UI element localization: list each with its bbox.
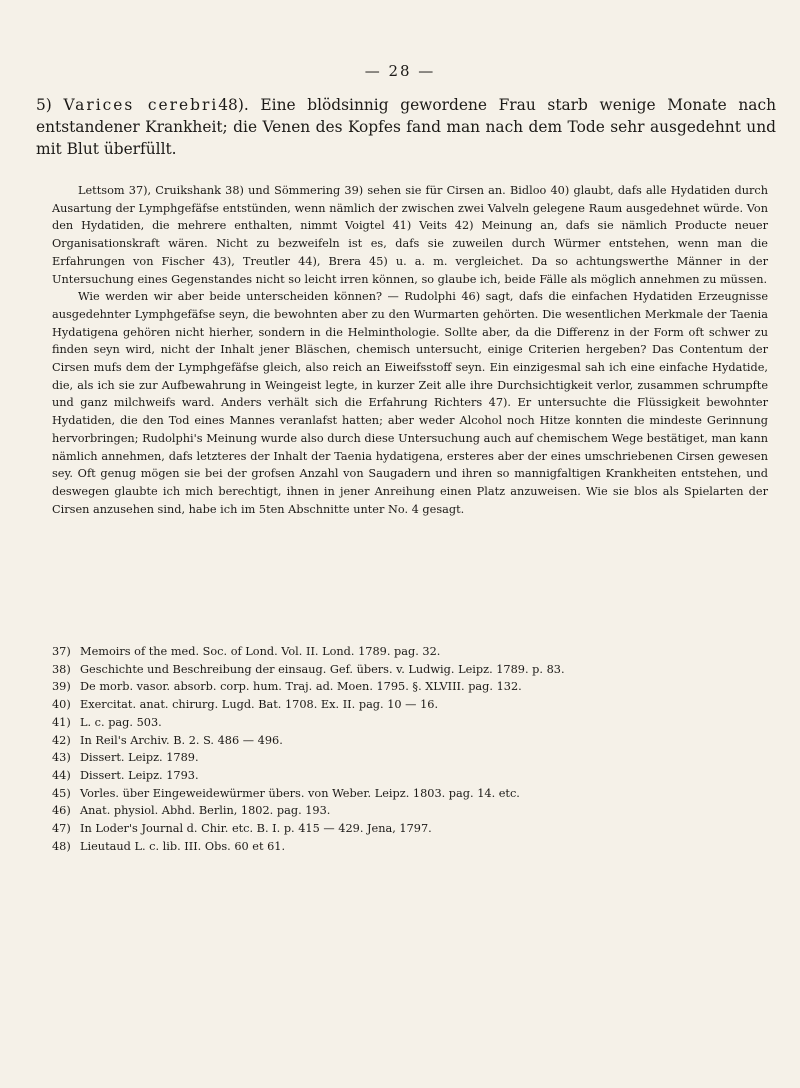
footnote	[52, 749, 768, 767]
footnote	[52, 802, 768, 820]
section-title: Varices cerebri	[63, 96, 219, 114]
footnote	[52, 714, 768, 732]
footnote	[52, 678, 768, 696]
section-number: 5)	[36, 96, 52, 114]
footnote-number: 38)	[52, 662, 71, 676]
body-text	[52, 182, 768, 518]
footnote-number: 43)	[52, 751, 71, 765]
footnote-number: 42)	[52, 733, 71, 747]
footnote-number: 37)	[52, 645, 71, 658]
footnote-text: De morb. vasor. absorb. corp. hum. Traj. ad. Moen. 1795. §. XLVIII. pag. 132.	[80, 680, 522, 694]
footnotes	[52, 643, 768, 855]
footnote-number: 40)	[52, 698, 71, 712]
footnote-text: Memoirs of the med. Soc. of Lond. Vol. II. Lond. 1789. pag. 32.	[80, 645, 441, 658]
page-number: — 28 —	[364, 62, 436, 80]
footnote	[52, 643, 768, 661]
footnote	[52, 696, 768, 714]
footnote	[52, 661, 768, 679]
footnote-number: 47)	[52, 822, 71, 836]
footnote	[52, 820, 768, 838]
section-footnote-ref: 48).	[218, 96, 249, 114]
footnote-text: Dissert. Leipz. 1789.	[80, 751, 199, 765]
footnote-text: Vorles. über Eingeweidewürmer übers. von Weber. Leipz. 1803. pag. 14. etc.	[80, 786, 520, 800]
footnote-text: Geschichte und Beschreibung der einsaug. Gef. übers. v. Ludwig. Leipz. 1789. p. 83.	[80, 662, 565, 676]
footnote	[52, 767, 768, 785]
footnote-number: 44)	[52, 768, 71, 782]
footnote-text: L. c. pag. 503.	[80, 715, 162, 729]
body-paragraph: Lettsom 37), Cruikshank 38) und Sömmering 39) sehen sie für Cirsen an. Bidloo 40) glaubt, dafs alle Hydatiden durch Ausartung der Lymphgefäfse entstünden, wenn nämlich der zwischen zwei Valveln gelegene Raum ausgedehnet würde. Von den Hydatiden, die mehrere enthalten, nimmt Voigtel 41) Veits 42) Meinung an, dafs sie nämlich Producte neuer Organisationskraft wären. Nicht zu bezweifeln ist es, dafs sie zuweilen durch Würmer entstehen, wenn man die Erfahrungen von Fischer 43), Treutler 44), Brera 45) u. a. m. vergleichet. Da so achtungswerthe Männer in der Untersuchung eines Gegenstandes nicht so leicht irren können, so glaube ich, beide Fälle als möglich annehmen zu müssen.	[52, 184, 768, 286]
footnote	[52, 838, 768, 856]
footnote-number: 46)	[52, 804, 71, 818]
footnote-number: 39)	[52, 680, 71, 694]
footnote-text: In Loder's Journal d. Chir. etc. B. I. p. 415 — 429. Jena, 1797.	[80, 822, 432, 836]
lead-paragraph	[36, 94, 776, 160]
lead-text: Eine blödsinnig gewordene Frau starb wenige Monate nach entstandener Krankheit; die Venen des Kopfes fand man nach dem Tode sehr ausgedehnt und mit Blut überfüllt.	[36, 96, 776, 158]
footnote-number: 41)	[52, 715, 71, 729]
footnote-number: 45)	[52, 786, 71, 800]
footnote-number: 48)	[52, 839, 71, 853]
footnote-text: Anat. physiol. Abhd. Berlin, 1802. pag. 193.	[80, 804, 331, 818]
footnote-text: Dissert. Leipz. 1793.	[80, 768, 199, 782]
footnote-text: Lieutaud L. c. lib. III. Obs. 60 et 61.	[80, 839, 286, 853]
footnote-text: Exercitat. anat. chirurg. Lugd. Bat. 1708. Ex. II. pag. 10 — 16.	[80, 698, 439, 712]
footnote-text: In Reil's Archiv. B. 2. S. 486 — 496.	[80, 733, 283, 747]
footnote	[52, 785, 768, 803]
footnote	[52, 732, 768, 750]
body-paragraph: Wie werden wir aber beide unterscheiden können? — Rudolphi 46) sagt, dafs die einfachen Hydatiden Erzeugnisse ausgedehnter Lymphgefäfse seyn, die bewohnten aber zu den Wurmarten gehörten. Die wesentlichen Merkmale der Taenia Hydatigena gehören nicht hierher, sondern in die Helminthologie. Sollte aber, da die Differenz in der Form oft schwer zu finden seyn wird, nicht der Inhalt jener Bläschen, chemisch untersucht, einige Criterien hergeben? Das Contentum der Cirsen mufs dem der Lymphgefäfse gleich, also reich an Eiweifsstoff seyn. Ein einzigesmal sah ich eine einfache Hydatide, die, als ich sie zur Aufbewahrung in Weingeist legte, in kurzer Zeit alle ihre Durchsichtigkeit verlor, zusammen schrumpfte und ganz milchweifs ward. Anders verhält sich die Erfahrung Richters 47). Er untersuchte die Flüssigkeit bewohnter Hydatiden, die den Tod eines Mannes veranlafst hatten; aber weder Alcohol noch Hitze konnten die mindeste Gerinnung hervorbringen; Rudolphi's Meinung wurde also durch diese Untersuchung auch auf chemischem Wege bestätiget, man kann nämlich annehmen, dafs letzteres der Inhalt der Taenia hydatigena, ersteres aber der eines umschriebenen Cirsen gewesen sey. Oft genug mögen sie bei der grofsen Anzahl von Saugadern und ihren so mannigfaltigen Krankheiten entstehen, und deswegen glaubte ich mich berechtigt, ihnen in jener Anreihung einen Platz anzuweisen. Wie sie blos als Spielarten der Cirsen anzusehen sind, habe ich im 5ten Abschnitte unter No. 4 gesagt.	[52, 290, 768, 516]
